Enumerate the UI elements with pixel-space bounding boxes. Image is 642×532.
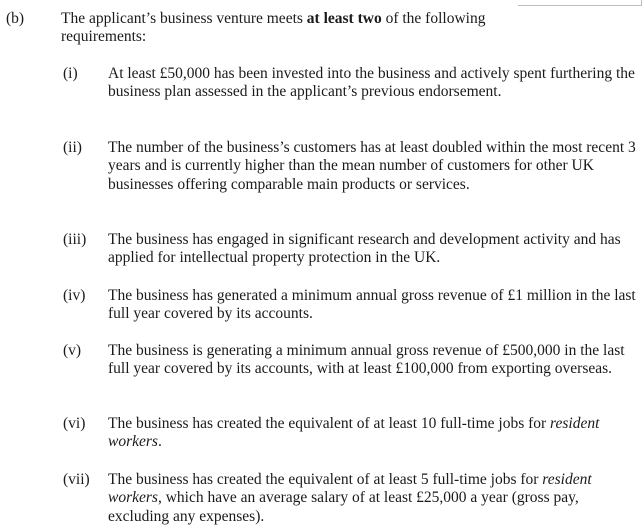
- item-text-italic: resident workers: [108, 415, 600, 451]
- intro-text-before: The applicant’s business venture meets: [61, 10, 307, 27]
- item-text-before: The business has created the equivalent of at least 10 full-time jobs for: [108, 415, 551, 432]
- item-text-before: The business has created the equivalent of at least 5 full-time jobs for: [108, 471, 543, 488]
- item-text: The business has engaged in significant research and development activity and has applied for intellectual property protection in the UK.: [108, 231, 621, 267]
- item-text: At least £50,000 has been invested into the business and actively spent furthering the business plan assessed in the applicant’s previous endorsement.: [108, 65, 635, 101]
- item-number: (iv): [63, 287, 86, 304]
- item-text: The number of the business’s customers has at least doubled within the most recent 3 years and is currently higher than the mean number of customers for other UK businesses offering comparable main products or services.: [108, 139, 636, 193]
- intro-text-after: of the following requirements:: [61, 10, 486, 46]
- item-number: (iii): [63, 231, 87, 248]
- item-text: [108, 471, 638, 526]
- item-text-after: , which have an average salary of at least £25,000 a year (gross pay, excluding any expenses).: [108, 489, 579, 525]
- item-number: (i): [63, 65, 78, 82]
- item-number: (vii): [63, 471, 90, 488]
- item-text: The business has generated a minimum annual gross revenue of £1 million in the last full year covered by its accounts.: [108, 287, 636, 323]
- intro-bold: at least two: [306, 10, 382, 27]
- item-text-italic: resident workers: [108, 471, 592, 507]
- frame-top-border: [518, 5, 642, 6]
- section-label: (b): [6, 10, 25, 27]
- item-number: (vi): [63, 415, 86, 432]
- item-text-after: .: [157, 433, 162, 451]
- item-text: The business is generating a minimum annual gross revenue of £500,000 in the last full year covered by its accounts, with at least £100,000 from exporting overseas.: [108, 342, 625, 378]
- section-intro: [61, 10, 531, 47]
- item-number: (ii): [63, 139, 82, 156]
- item-number: (v): [63, 342, 82, 359]
- item-text: [108, 415, 638, 452]
